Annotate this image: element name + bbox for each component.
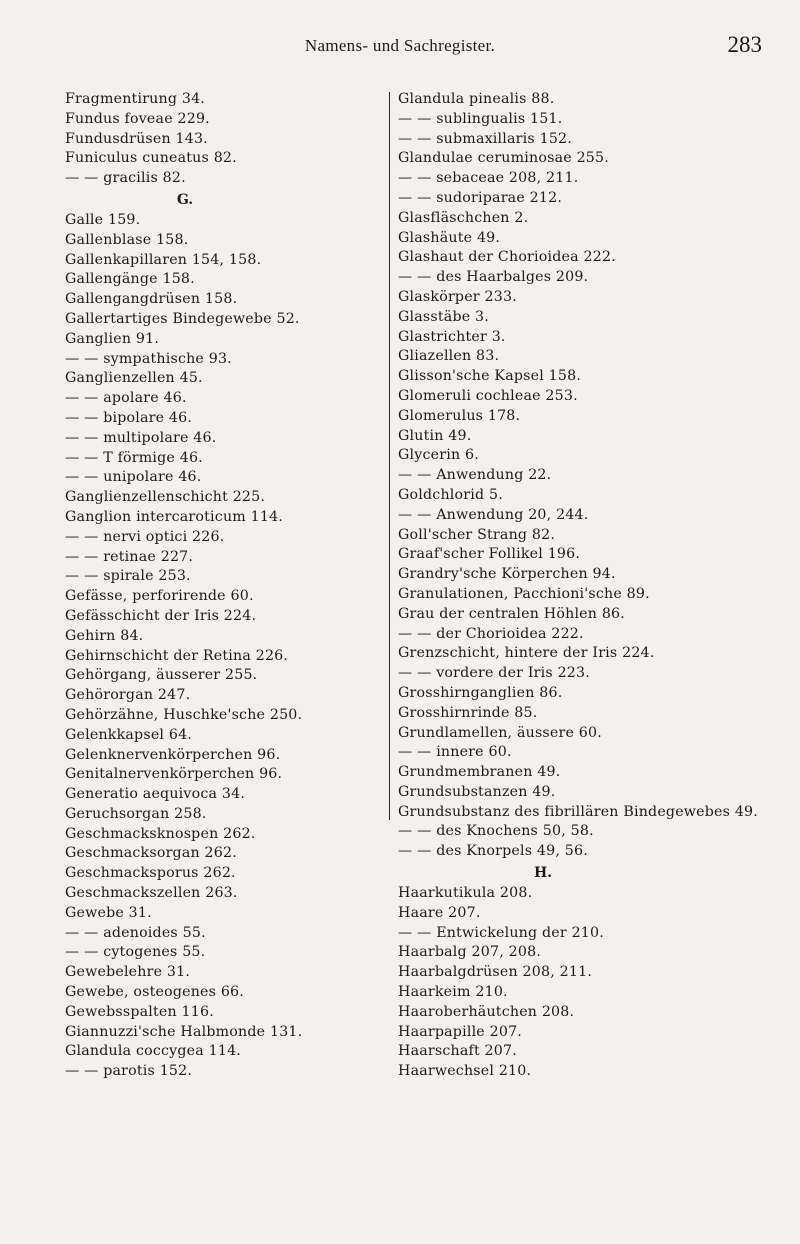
index-entry: Gehirn 84.: [65, 627, 144, 644]
index-entry: Fundus foveae 229.: [65, 110, 210, 127]
index-entry: Gehirnschicht der Retina 226.: [65, 647, 289, 664]
index-entry: Gliazellen 83.: [398, 348, 500, 365]
index-entry: Goldchlorid 5.: [398, 486, 503, 503]
index-block: [65, 211, 385, 1082]
index-entry: Haarbalg 207, 208.: [398, 944, 542, 961]
index-entry: Geruchsorgan 258.: [65, 805, 207, 822]
index-entry: Ganglienzellenschicht 225.: [65, 489, 266, 506]
index-entry: Geschmacksknospen 262.: [65, 825, 256, 842]
index-entry: Gallengänge 158.: [65, 271, 195, 288]
index-entry: Galle 159.: [65, 211, 141, 228]
index-entry: Grundlamellen, äussere 60.: [398, 724, 602, 741]
index-entry: — — nervi optici 226.: [65, 528, 225, 545]
index-entry: Glomeruli cochleae 253.: [398, 387, 578, 404]
index-entry: Geschmackszellen 263.: [65, 885, 238, 902]
index-entry: — — spirale 253.: [65, 568, 191, 585]
index-entry: — — sudoriparae 212.: [398, 189, 563, 206]
index-entry: Grandry'sche Körperchen 94.: [398, 566, 616, 583]
index-entry: Grundsubstanz des fibrillären Bindegewebes 49.: [398, 803, 758, 820]
index-entry: Haaroberhäutchen 208.: [398, 1003, 575, 1020]
index-entry: Geschmacksorgan 262.: [65, 845, 237, 862]
index-entry: Haarpapille 207.: [398, 1023, 523, 1040]
index-entry: Glandulae ceruminosae 255.: [398, 150, 609, 167]
index-entry: Gewebe 31.: [65, 904, 152, 921]
page-header: [0, 32, 800, 72]
index-entry: — — multipolare 46.: [65, 429, 217, 446]
index-entry: Glandula pinealis 88.: [398, 91, 555, 107]
index-entry: — — vordere der Iris 223.: [398, 665, 590, 682]
index-entry: Graaf'scher Follikel 196.: [398, 546, 581, 563]
index-entry: Fragmentirung 34.: [65, 91, 206, 107]
index-entry: — — T förmige 46.: [65, 449, 203, 466]
index-entry: — — sublingualis 151.: [398, 110, 563, 127]
index-entry: Gelenknervenkörperchen 96.: [65, 746, 281, 763]
index-block: [398, 90, 778, 862]
index-entry: — — cytogenes 55.: [65, 944, 206, 961]
index-entry: Glutin 49.: [398, 427, 472, 444]
index-entry: Glaskörper 233.: [398, 288, 517, 305]
index-entry: — — submaxillaris 152.: [398, 130, 572, 147]
index-entry: Gehörgang, äusserer 255.: [65, 667, 258, 684]
index-entry: Gehörorgan 247.: [65, 687, 191, 704]
index-entry: — — gracilis 82.: [65, 170, 186, 187]
index-column-right: [398, 90, 778, 1082]
letter-heading: H.: [533, 865, 553, 882]
index-column-left: [65, 90, 385, 1082]
index-entry: — — des Knorpels 49, 56.: [398, 843, 588, 860]
index-block: [65, 90, 385, 189]
index-entry: — — sebaceae 208, 211.: [398, 170, 579, 187]
index-entry: Glandula coccygea 114.: [65, 1043, 242, 1060]
index-entry: — — unipolare 46.: [65, 469, 202, 486]
index-entry: Haarschaft 207.: [398, 1043, 517, 1060]
index-entry: Grundsubstanzen 49.: [398, 783, 556, 800]
index-entry: Fundusdrüsen 143.: [65, 130, 208, 147]
index-entry: — — Entwickelung der 210.: [398, 924, 604, 941]
index-entry: Generatio aequivoca 34.: [65, 786, 246, 803]
index-entry: Glomerulus 178.: [398, 407, 521, 424]
index-entry: — — bipolare 46.: [65, 409, 193, 426]
index-entry: Ganglienzellen 45.: [65, 370, 203, 387]
index-entry: — — des Haarbalges 209.: [398, 269, 589, 286]
index-entry: Haarbalgdrüsen 208, 211.: [398, 964, 593, 981]
index-entry: Glycerin 6.: [398, 447, 479, 464]
index-entry: Gewebe, osteogenes 66.: [65, 984, 244, 1001]
index-entry: Gallenkapillaren 154, 158.: [65, 251, 262, 268]
index-entry: — — apolare 46.: [65, 390, 187, 407]
index-entry: Giannuzzi'sche Halbmonde 131.: [65, 1023, 303, 1040]
index-entry: Glashäute 49.: [398, 229, 501, 246]
index-entry: Gallengangdrüsen 158.: [65, 291, 238, 308]
index-entry: — — des Knochens 50, 58.: [398, 823, 594, 840]
index-entry: — — sympathische 93.: [65, 350, 232, 367]
index-entry: Haarkutikula 208.: [398, 885, 533, 902]
index-entry: Haarkeim 210.: [398, 984, 508, 1001]
index-entry: Goll'scher Strang 82.: [398, 526, 556, 543]
index-entry: Ganglien 91.: [65, 330, 160, 347]
index-entry: Gallertartiges Bindegewebe 52.: [65, 310, 300, 327]
letter-heading: G.: [176, 191, 194, 208]
index-entry: — — parotis 152.: [65, 1063, 193, 1080]
index-entry: Haarwechsel 210.: [398, 1063, 532, 1080]
index-entry: — — Anwendung 20, 244.: [398, 506, 589, 523]
index-entry: Ganglion intercaroticum 114.: [65, 508, 284, 525]
index-entry: Funiculus cuneatus 82.: [65, 150, 237, 167]
index-entry: Granulationen, Pacchioni'sche 89.: [398, 585, 650, 602]
running-title: Namens- und Sachregister.: [304, 36, 496, 55]
index-entry: — — Anwendung 22.: [398, 467, 552, 484]
index-entry: Gefässchicht der Iris 224.: [65, 607, 257, 624]
index-entry: Gewebelehre 31.: [65, 964, 191, 981]
index-entry: — — retinae 227.: [65, 548, 194, 565]
index-entry: Grosshirnganglien 86.: [398, 684, 563, 701]
index-entry: Haare 207.: [398, 904, 481, 921]
page-number: 283: [727, 32, 762, 57]
index-entry: Glashaut der Chorioidea 222.: [398, 249, 616, 266]
index-entry: Glastrichter 3.: [398, 328, 506, 345]
index-block: [398, 884, 778, 1082]
index-entry: Gallenblase 158.: [65, 231, 189, 248]
index-entry: Gefässe, perforirende 60.: [65, 588, 254, 605]
index-entry: — — innere 60.: [398, 744, 512, 761]
index-entry: Gelenkkapsel 64.: [65, 726, 193, 743]
index-entry: — — der Chorioidea 222.: [398, 625, 584, 642]
index-entry: Glisson'sche Kapsel 158.: [398, 368, 582, 385]
index-entry: — — adenoides 55.: [65, 924, 206, 941]
index-entry: Glasfläschchen 2.: [398, 209, 529, 226]
index-entry: Grosshirnrinde 85.: [398, 704, 538, 721]
index-entry: Grundmembranen 49.: [398, 764, 561, 781]
index-entry: Gewebsspalten 116.: [65, 1003, 214, 1020]
column-divider: [389, 92, 390, 820]
index-entry: Glasstäbe 3.: [398, 308, 489, 325]
index-entry: Grenzschicht, hintere der Iris 224.: [398, 645, 655, 662]
index-entry: Grau der centralen Höhlen 86.: [398, 605, 625, 622]
index-entry: Gehörzähne, Huschke'sche 250.: [65, 706, 303, 723]
index-entry: Genitalnervenkörperchen 96.: [65, 766, 283, 783]
index-entry: Geschmacksporus 262.: [65, 865, 236, 882]
